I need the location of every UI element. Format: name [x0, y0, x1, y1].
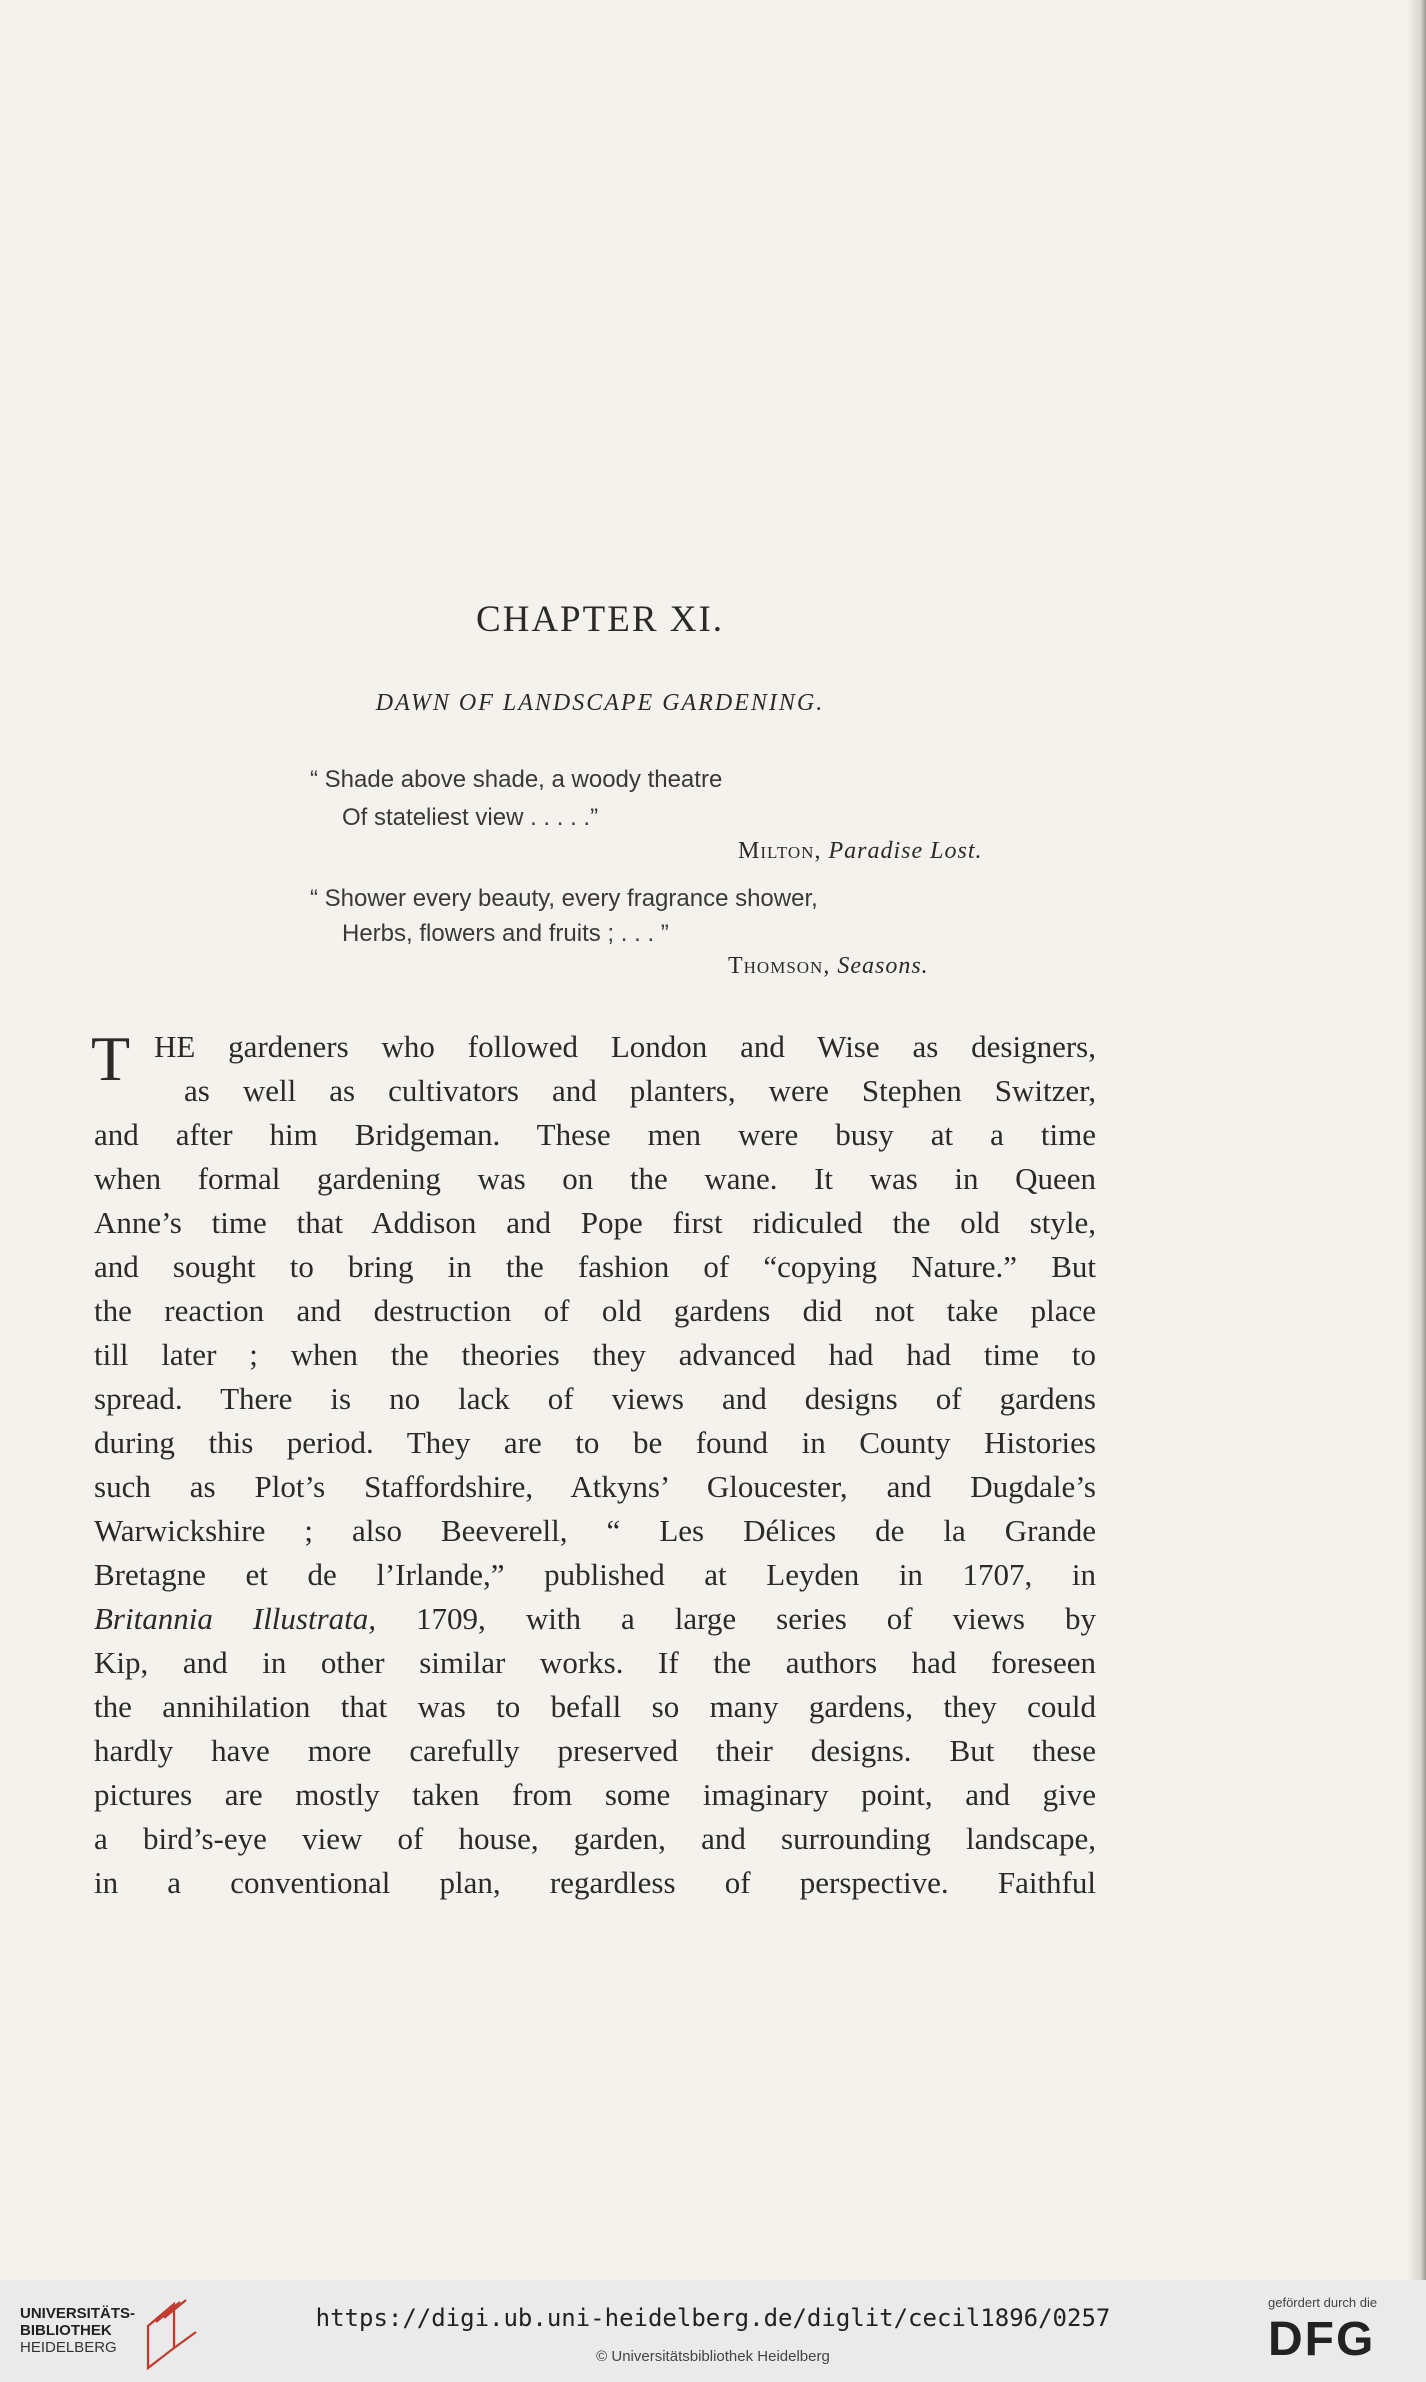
epigraph-1-attribution — [738, 838, 982, 865]
copyright-notice: © Universitätsbibliothek Heidelberg — [596, 2348, 830, 2365]
body-line-14 — [94, 1597, 1096, 1641]
body-line-20: in a conventional plan, regardless of perspective. Faithful — [94, 1865, 1096, 1900]
epigraph-2-author: Thomson, — [728, 953, 831, 979]
epigraph-1-work: Paradise Lost. — [828, 838, 983, 864]
body-line-1: HE gardeners who followed London and Wise as designers, — [154, 1029, 1096, 1064]
body-line-9: spread. There is no lack of views and designs of gardens — [94, 1381, 1096, 1416]
body-text — [91, 1023, 1096, 1905]
body-line-5: Anne’s time that Addison and Pope first ridiculed the old style, — [94, 1205, 1096, 1240]
drop-cap: T — [91, 1023, 131, 1094]
funding-note: gefördert durch die — [1268, 2295, 1378, 2310]
epigraph-2-line-1: “ Shower every beauty, every fragrance shower, — [310, 885, 818, 912]
permalink-url[interactable]: https://digi.ub.uni-heidelberg.de/diglit/cecil1896/0257 — [315, 2304, 1111, 2332]
page-edge-shadow — [1408, 0, 1426, 2280]
book-title-britannia: Britannia Illustrata, — [94, 1601, 377, 1636]
epigraph-1-author: Milton, — [738, 838, 822, 864]
epigraph-2-line-2: Herbs, flowers and fruits ; . . . ” — [342, 920, 669, 947]
body-line-17: hardly have more carefully preserved their designs. But these — [94, 1733, 1096, 1768]
chapter-subtitle: DAWN OF LANDSCAPE GARDENING. — [375, 690, 825, 716]
epigraph-1-line-2: Of stateliest view . . . . .” — [342, 804, 599, 831]
body-line-13: Bretagne et de l’Irlande,” published at Leyden in 1707, in — [94, 1557, 1096, 1592]
body-line-19: a bird’s-eye view of house, garden, and surrounding landscape, — [94, 1821, 1096, 1856]
body-line-15: Kip, and in other similar works. If the authors had foreseen — [94, 1645, 1096, 1680]
body-line-14-rest: 1709, with a large series of views by — [376, 1601, 1096, 1636]
body-line-11: such as Plot’s Staffordshire, Atkyns’ Gloucester, and Dugdale’s — [94, 1469, 1096, 1504]
body-line-8: till later ; when the theories they advanced had had time to — [94, 1337, 1096, 1372]
body-line-6: and sought to bring in the fashion of “copying Nature.” But — [94, 1249, 1096, 1284]
body-line-10: during this period. They are to be found in County Histories — [94, 1425, 1096, 1460]
library-name-line-2: BIBLIOTHEK — [20, 2322, 112, 2339]
body-line-12: Warwickshire ; also Beeverell, “ Les Délices de la Grande — [94, 1513, 1096, 1548]
chapter-heading: CHAPTER XI. — [475, 599, 725, 640]
body-line-2: as well as cultivators and planters, were Stephen Switzer, — [184, 1073, 1096, 1108]
epigraph-1-line-1: “ Shade above shade, a woody theatre — [310, 766, 723, 793]
library-name-line-3: HEIDELBERG — [20, 2339, 117, 2356]
body-line-7: the reaction and destruction of old gardens did not take place — [94, 1293, 1096, 1328]
epigraph-2-work: Seasons. — [837, 953, 929, 979]
epigraph-2-attribution — [728, 953, 929, 980]
dfg-logo[interactable]: DFG — [1268, 2313, 1376, 2366]
body-line-4: when formal gardening was on the wane. It was in Queen — [94, 1161, 1096, 1196]
body-line-3: and after him Bridgeman. These men were busy at a time — [94, 1117, 1096, 1152]
library-name-line-1: UNIVERSITÄTS- — [20, 2305, 136, 2322]
body-line-18: pictures are mostly taken from some imaginary point, and give — [94, 1777, 1096, 1812]
body-line-16: the annihilation that was to befall so many gardens, they could — [94, 1689, 1096, 1724]
